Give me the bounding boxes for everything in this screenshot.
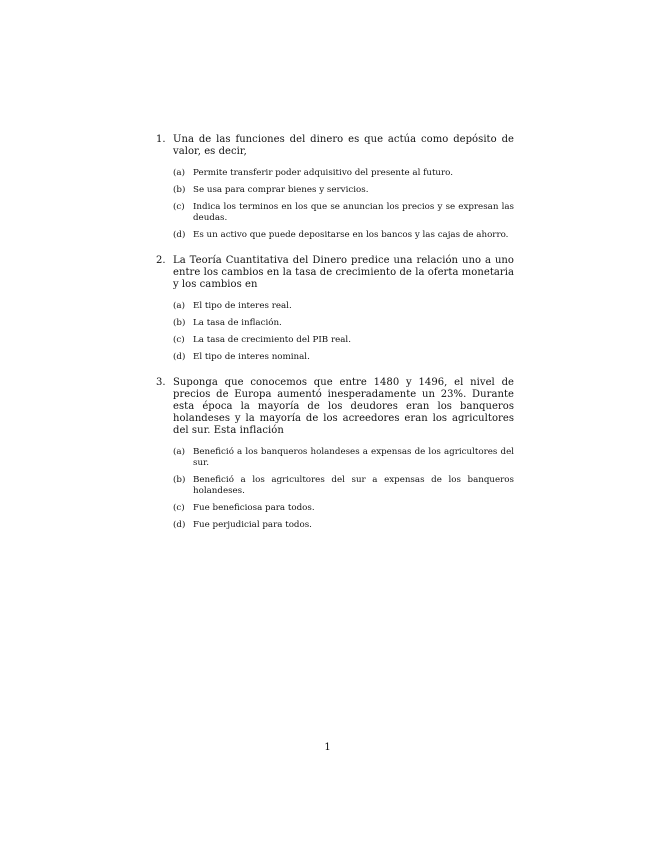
option-text: Benefició a los banqueros holandeses a expensas de los agricultores del sur.	[193, 447, 514, 468]
option-text: Indica los terminos en los que se anuncian los precios y se expresan las deudas.	[193, 202, 514, 223]
option-label: (c)	[173, 335, 185, 345]
option-label: (b)	[173, 318, 186, 328]
question-text: Una de las funciones del dinero es que actúa como depósito de valor, es decir,	[173, 134, 514, 157]
option-text: Se usa para comprar bienes y servicios.	[193, 185, 369, 195]
option-list	[173, 301, 514, 363]
option-label: (d)	[173, 230, 186, 240]
question-number: 2.	[156, 255, 166, 266]
question-list	[156, 134, 514, 545]
option-label: (a)	[173, 301, 185, 311]
question-number: 3.	[156, 377, 166, 388]
option-text: El tipo de interes nominal.	[193, 352, 310, 362]
option-b	[173, 475, 514, 497]
option-label: (a)	[173, 168, 185, 178]
page-number: 1	[324, 742, 331, 753]
option-b	[173, 185, 514, 196]
option-d	[173, 352, 514, 363]
question-number: 1.	[156, 134, 166, 145]
option-label: (d)	[173, 352, 186, 362]
question-text: Suponga que conocemos que entre 1480 y 1496, el nivel de precios de Europa aumentó inesperadamente un 23%. Durante esta época la mayoría de los deudores eran los banqueros holandeses y la mayoría de los acreedores eran los agricultores del sur. Esta inflación	[173, 377, 514, 436]
option-d	[173, 520, 514, 531]
question-3	[156, 377, 514, 531]
option-text: La tasa de inflación.	[193, 318, 282, 328]
option-text: Fue perjudicial para todos.	[193, 520, 312, 530]
option-label: (a)	[173, 447, 185, 457]
option-label: (b)	[173, 185, 186, 195]
option-text: El tipo de interes real.	[193, 301, 292, 311]
option-c	[173, 202, 514, 224]
option-b	[173, 318, 514, 329]
option-label: (d)	[173, 520, 186, 530]
option-list	[173, 447, 514, 531]
option-a	[173, 168, 514, 179]
option-c	[173, 335, 514, 346]
question-2	[156, 255, 514, 363]
question-text: La Teoría Cuantitativa del Dinero predice una relación uno a uno entre los cambios en la tasa de crecimiento de la oferta monetaria y los cambios en	[173, 255, 514, 290]
option-a	[173, 301, 514, 312]
option-text: La tasa de crecimiento del PIB real.	[193, 335, 351, 345]
option-label: (c)	[173, 202, 185, 212]
option-label: (c)	[173, 503, 185, 513]
question-1	[156, 134, 514, 241]
option-a	[173, 447, 514, 469]
option-text: Es un activo que puede depositarse en los bancos y las cajas de ahorro.	[193, 230, 509, 240]
option-d	[173, 230, 514, 241]
option-list	[173, 168, 514, 241]
option-text: Permite transferir poder adquisitivo del presente al futuro.	[193, 168, 454, 178]
option-text: Benefició a los agricultores del sur a expensas de los banqueros holandeses.	[193, 475, 514, 496]
option-label: (b)	[173, 475, 186, 485]
option-text: Fue beneficiosa para todos.	[193, 503, 315, 513]
option-c	[173, 503, 514, 514]
